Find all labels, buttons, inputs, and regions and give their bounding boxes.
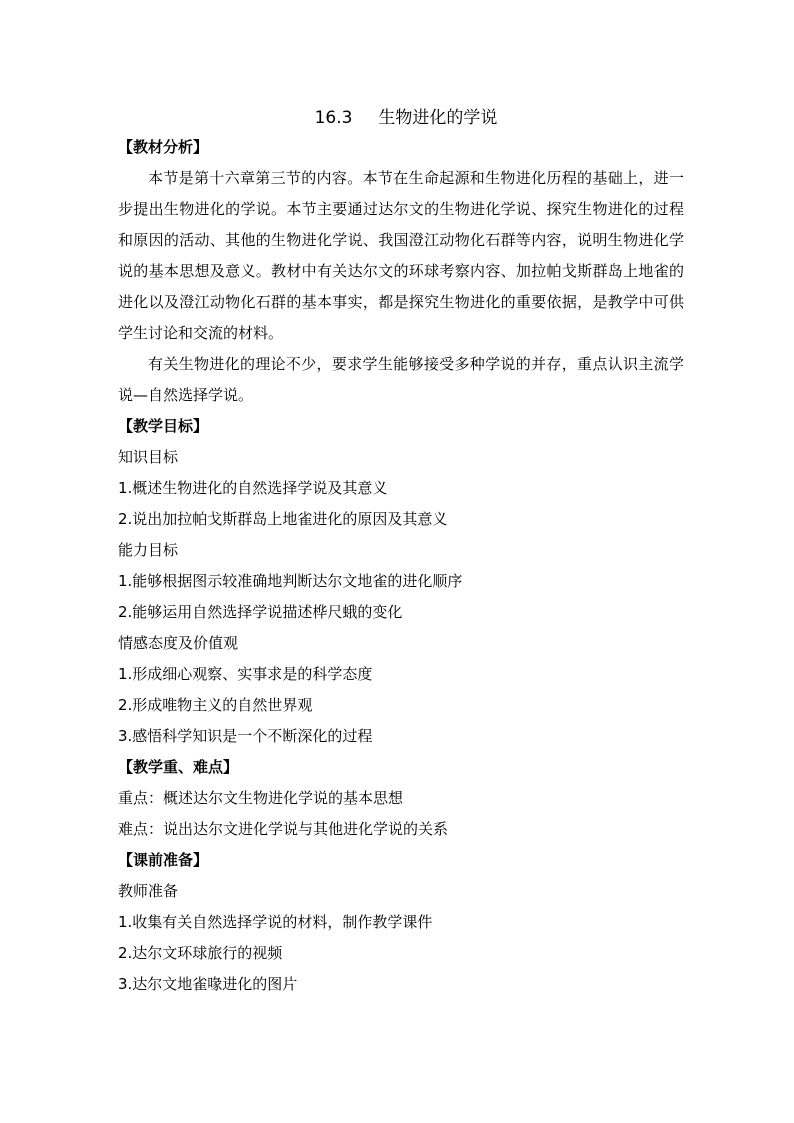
list-item: 2.说出加拉帕戈斯群岛上地雀进化的原因及其意义 bbox=[118, 510, 448, 528]
list-item: 3.感悟科学知识是一个不断深化的过程 bbox=[118, 727, 373, 745]
heading-analysis: 【教材分析】 bbox=[118, 138, 209, 156]
page-title bbox=[128, 104, 684, 132]
heading-preparation: 【课前准备】 bbox=[118, 851, 209, 869]
section-number: 16.3 bbox=[314, 108, 353, 128]
list-item: 1.形成细心观察、实事求是的科学态度 bbox=[118, 665, 373, 683]
document-page bbox=[118, 104, 684, 1000]
analysis-paragraph-2: 有关生物进化的理论不少，要求学生能够接受多种学说的并存，重点认识主流学说—自然选择学说。 bbox=[118, 355, 684, 404]
list-item: 1.能够根据图示较准确地判断达尔文地雀的进化顺序 bbox=[118, 572, 463, 590]
list-item: 3.达尔文地雀喙进化的图片 bbox=[118, 975, 298, 993]
list-item: 2.达尔文环球旅行的视频 bbox=[118, 944, 283, 962]
teacher-preparation-label: 教师准备 bbox=[118, 882, 179, 900]
heading-goals: 【教学目标】 bbox=[118, 417, 209, 435]
list-item: 1.概述生物进化的自然选择学说及其意义 bbox=[118, 479, 388, 497]
analysis-paragraph-1: 本节是第十六章第三节的内容。本节在生命起源和生物进化历程的基础上，进一步提出生物进化的学说。本节主要通过达尔文的生物进化学说、探究生物进化的过程和原因的活动、其他的生物进化学说、我国澄江动物化石群等内容，说明生物进化学说的基本思想及意义。教材中有关达尔文的环球考察内容、加拉帕戈斯群岛上地雀的进化以及澄江动物化石群的基本事实，都是探究生物进化的重要依据，是教学中可供学生讨论和交流的材料。 bbox=[118, 169, 684, 342]
list-item: 2.形成唯物主义的自然世界观 bbox=[118, 696, 313, 714]
difficult-point: 难点：说出达尔文进化学说与其他进化学说的关系 bbox=[118, 820, 449, 838]
list-item: 1.收集有关自然选择学说的材料，制作教学课件 bbox=[118, 913, 433, 931]
ability-goals-label: 能力目标 bbox=[118, 541, 179, 559]
knowledge-goals-label: 知识目标 bbox=[118, 448, 179, 466]
key-point: 重点：概述达尔文生物进化学说的基本思想 bbox=[118, 789, 404, 807]
emotion-goals-label: 情感态度及价值观 bbox=[118, 634, 239, 652]
section-title: 生物进化的学说 bbox=[378, 108, 498, 128]
heading-keypoints: 【教学重、难点】 bbox=[118, 758, 239, 776]
list-item: 2.能够运用自然选择学说描述桦尺蛾的变化 bbox=[118, 603, 403, 621]
